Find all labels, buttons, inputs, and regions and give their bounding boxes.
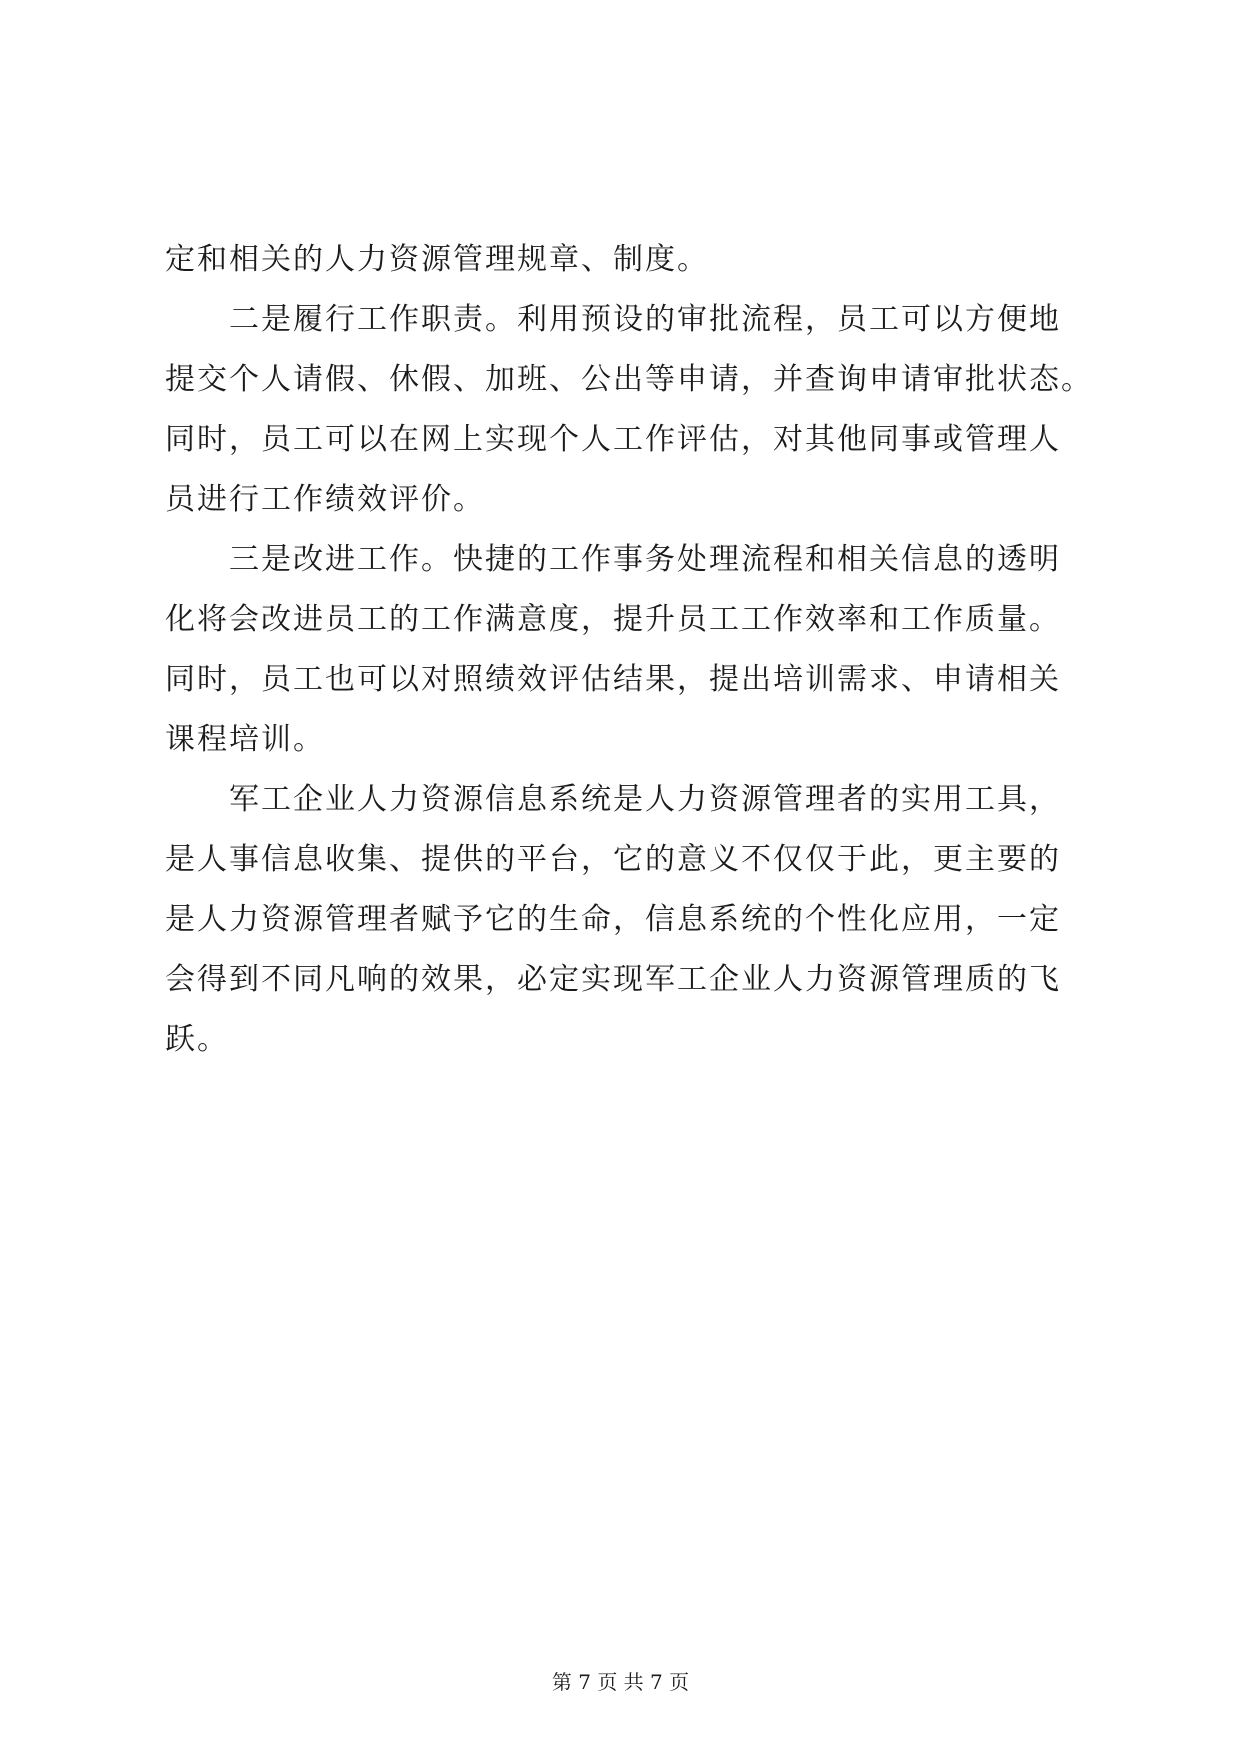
body-line: 定和相关的人力资源管理规章、制度。 [165, 242, 709, 277]
body-line: 提交个人请假、休假、加班、公出等申请，并查询申请审批状态。 [165, 362, 1093, 397]
document-body [165, 230, 1093, 1070]
body-line: 员进行工作绩效评价。 [165, 482, 485, 517]
body-line-paragraph-start: 三是改进工作。快捷的工作事务处理流程和相关信息的透明 [229, 542, 1061, 577]
page-number-footer: 第 7 页 共 7 页 [551, 1670, 690, 1694]
body-line-paragraph-start: 二是履行工作职责。利用预设的审批流程，员工可以方便地 [229, 302, 1061, 337]
body-line: 课程培训。 [165, 722, 325, 757]
body-line: 是人事信息收集、提供的平台，它的意义不仅仅于此，更主要的 [165, 842, 1061, 877]
body-line: 同时，员工也可以对照绩效评估结果，提出培训需求、申请相关 [165, 662, 1061, 697]
body-line: 会得到不同凡响的效果，必定实现军工企业人力资源管理质的飞 [165, 962, 1061, 997]
body-line: 化将会改进员工的工作满意度，提升员工工作效率和工作质量。 [165, 602, 1061, 637]
body-line: 同时，员工可以在网上实现个人工作评估，对其他同事或管理人 [165, 422, 1061, 457]
body-line: 跃。 [165, 1022, 229, 1057]
body-line-paragraph-start: 军工企业人力资源信息系统是人力资源管理者的实用工具， [229, 782, 1061, 817]
body-line: 是人力资源管理者赋予它的生命，信息系统的个性化应用，一定 [165, 902, 1061, 937]
